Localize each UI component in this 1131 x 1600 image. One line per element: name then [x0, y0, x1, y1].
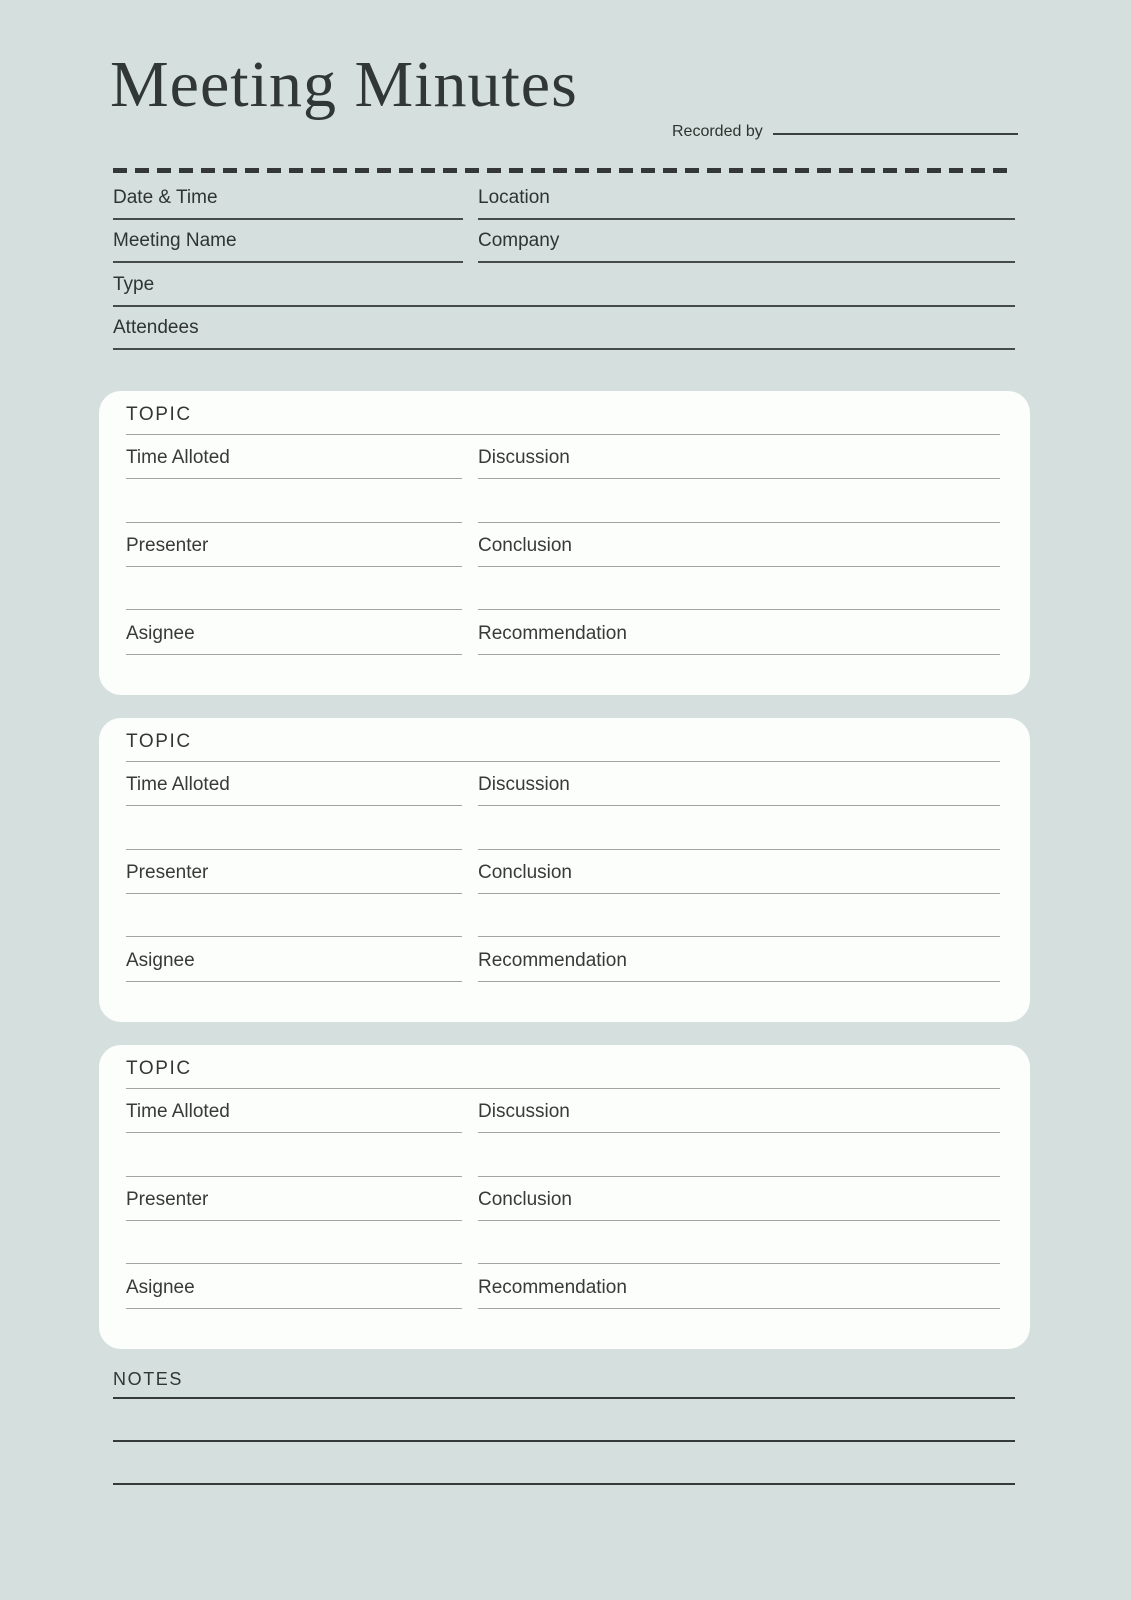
notes-input-line-1[interactable]	[113, 1397, 1015, 1399]
type-field[interactable]	[113, 274, 1015, 307]
page-title: Meeting Minutes	[110, 48, 578, 121]
recommendation-input-line[interactable]	[478, 981, 1000, 982]
blank-input-line[interactable]	[126, 1176, 462, 1177]
recorded-by-input-line[interactable]	[773, 133, 1018, 135]
time-alloted-input-line[interactable]	[126, 805, 462, 806]
recommendation-input-line[interactable]	[478, 1308, 1000, 1309]
dashed-divider	[113, 168, 1008, 173]
date-time-field[interactable]	[113, 187, 463, 220]
topic-card	[99, 1045, 1030, 1349]
company-label: Company	[478, 230, 560, 251]
date-time-label: Date & Time	[113, 187, 218, 208]
meeting-name-label: Meeting Name	[113, 230, 237, 251]
type-label: Type	[113, 274, 155, 295]
attendees-field[interactable]	[113, 317, 1015, 350]
blank-input-line[interactable]	[478, 1176, 1000, 1177]
asignee-label: Asignee	[126, 1277, 195, 1298]
location-label: Location	[478, 187, 550, 208]
time-alloted-input-line[interactable]	[126, 1132, 462, 1133]
topic-heading: TOPIC	[126, 731, 192, 752]
blank-input-line[interactable]	[126, 936, 462, 937]
blank-input-line[interactable]	[478, 1263, 1000, 1264]
recommendation-label: Recommendation	[478, 950, 627, 971]
presenter-label: Presenter	[126, 862, 209, 883]
blank-input-line[interactable]	[478, 522, 1000, 523]
presenter-input-line[interactable]	[126, 1220, 462, 1221]
blank-input-line[interactable]	[478, 849, 1000, 850]
conclusion-input-line[interactable]	[478, 566, 1000, 567]
notes-heading: NOTES	[113, 1369, 184, 1389]
conclusion-input-line[interactable]	[478, 893, 1000, 894]
conclusion-label: Conclusion	[478, 862, 572, 883]
asignee-input-line[interactable]	[126, 654, 462, 655]
time-alloted-input-line[interactable]	[126, 478, 462, 479]
asignee-label: Asignee	[126, 950, 195, 971]
notes-input-line-2[interactable]	[113, 1440, 1015, 1442]
recommendation-label: Recommendation	[478, 623, 627, 644]
presenter-input-line[interactable]	[126, 893, 462, 894]
discussion-input-line[interactable]	[478, 805, 1000, 806]
conclusion-input-line[interactable]	[478, 1220, 1000, 1221]
topic-card	[99, 718, 1030, 1022]
recorded-by	[672, 120, 1018, 144]
discussion-input-line[interactable]	[478, 478, 1000, 479]
blank-input-line[interactable]	[478, 936, 1000, 937]
asignee-input-line[interactable]	[126, 1308, 462, 1309]
discussion-label: Discussion	[478, 1101, 570, 1122]
company-field[interactable]	[478, 230, 1015, 263]
discussion-input-line[interactable]	[478, 1132, 1000, 1133]
presenter-label: Presenter	[126, 1189, 209, 1210]
topic-input-line[interactable]	[126, 761, 1000, 762]
conclusion-label: Conclusion	[478, 1189, 572, 1210]
asignee-input-line[interactable]	[126, 981, 462, 982]
topic-heading: TOPIC	[126, 1058, 192, 1079]
notes-input-line-3[interactable]	[113, 1483, 1015, 1485]
presenter-input-line[interactable]	[126, 566, 462, 567]
location-field[interactable]	[478, 187, 1015, 220]
asignee-label: Asignee	[126, 623, 195, 644]
time-alloted-label: Time Alloted	[126, 447, 230, 468]
topic-input-line[interactable]	[126, 1088, 1000, 1089]
presenter-label: Presenter	[126, 535, 209, 556]
attendees-label: Attendees	[113, 317, 199, 338]
time-alloted-label: Time Alloted	[126, 1101, 230, 1122]
topic-input-line[interactable]	[126, 434, 1000, 435]
conclusion-label: Conclusion	[478, 535, 572, 556]
topic-heading: TOPIC	[126, 404, 192, 425]
blank-input-line[interactable]	[478, 609, 1000, 610]
blank-input-line[interactable]	[126, 1263, 462, 1264]
meeting-name-field[interactable]	[113, 230, 463, 263]
recorded-by-label: Recorded by	[672, 123, 763, 140]
recommendation-input-line[interactable]	[478, 654, 1000, 655]
discussion-label: Discussion	[478, 447, 570, 468]
topic-card	[99, 391, 1030, 695]
blank-input-line[interactable]	[126, 522, 462, 523]
blank-input-line[interactable]	[126, 609, 462, 610]
discussion-label: Discussion	[478, 774, 570, 795]
recommendation-label: Recommendation	[478, 1277, 627, 1298]
time-alloted-label: Time Alloted	[126, 774, 230, 795]
blank-input-line[interactable]	[126, 849, 462, 850]
